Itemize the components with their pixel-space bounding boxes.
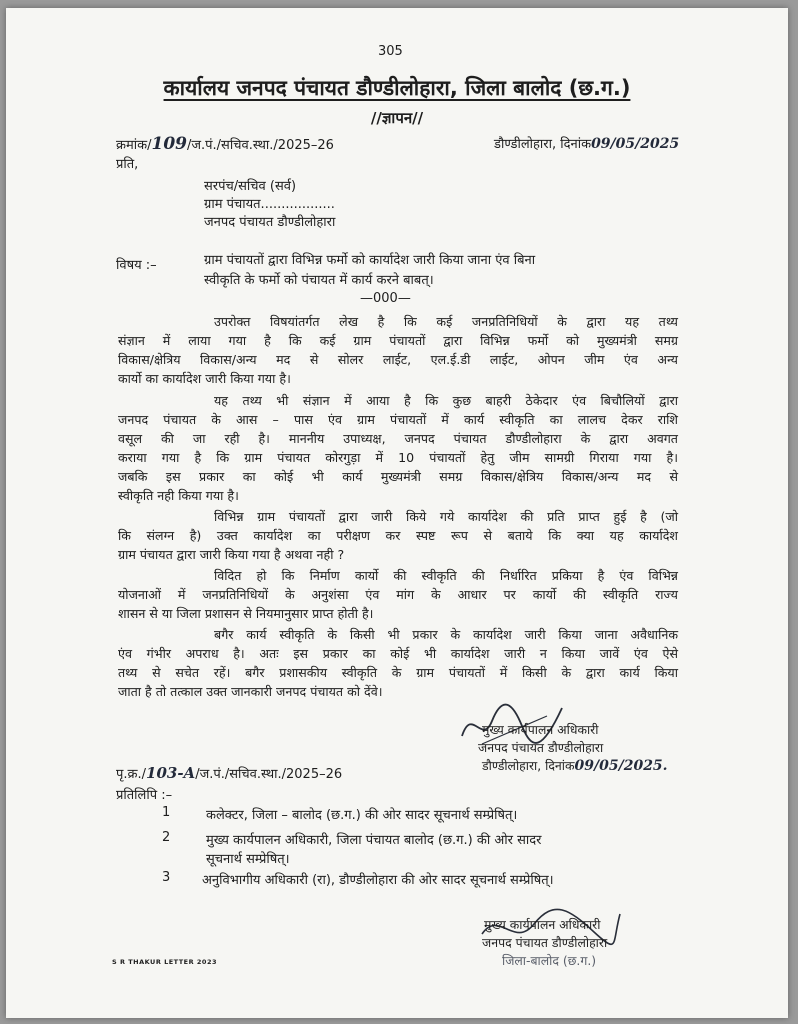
body-line: जबकि इस प्रकार का कोई भी कार्य मुख्यमंत्री समग्र विकास/क्षेत्रिय विकास/अन्य मद से xyxy=(118,469,678,484)
to-line-1: सरपंच/सचिव (सर्व) xyxy=(204,179,297,194)
copy-item-line: मुख्य कार्यपालन अधिकारी, जिला पंचायत बालोद (छ.ग.) की ओर सादर xyxy=(206,833,542,848)
body-line: विकास/क्षेत्रिय विकास/अन्य मद से सोलर लाईट, एल.ई.डी लाईट, ओपन जीम एंव अन्य xyxy=(118,352,678,367)
subject-line-2: स्वीकृति के फर्मो को पंचायत में कार्य करने बाबत्। xyxy=(204,273,434,288)
subject-line-1: ग्राम पंचायतों द्वारा विभिन्न फर्मो को कार्यादेश जारी किया जाना एंव बिना xyxy=(204,253,536,268)
endorsement-number-handwritten: 103-A xyxy=(146,764,196,782)
body-line: जनपद पंचायत के आस – पास एंव ग्राम पंचायतों में कार्य स्वीकृति का लालच देकर राशि xyxy=(118,412,678,427)
body-line: एंव गंभीर अपराध है। अतः इस प्रकार का कोई भी कार्यादेश जारी न किया जावें एंव ऐसे xyxy=(118,646,678,661)
place-date xyxy=(494,134,679,152)
to-line-3: जनपद पंचायत डौण्डीलोहारा xyxy=(204,215,336,230)
copy-item-number: 2 xyxy=(162,830,171,845)
endorsement-suffix: /ज.पं./सचिव.स्था./2025–26 xyxy=(195,767,343,782)
ref-prefix: क्रमांक/ xyxy=(116,138,152,153)
to-line-2: ग्राम पंचायत.................. xyxy=(204,197,335,212)
footer-imprint: S R THAKUR LETTER 2023 xyxy=(112,958,217,966)
copy-item-number: 3 xyxy=(162,870,171,885)
body-line: शासन से या जिला प्रशासन से नियमानुसार प्राप्त होती है। xyxy=(118,606,374,621)
body-line: उपरोक्त विषयांतर्गत लेख है कि कई जनप्रतिनिधियों के द्वारा यह तथ्य xyxy=(214,314,678,329)
body-line: यह तथ्य भी संज्ञान में आया है कि कुछ बाहरी ठेकेदार एंव बिचौलियों द्वारा xyxy=(214,393,678,408)
signature1-line-2: जनपद पंचायत डौण्डीलोहारा xyxy=(478,740,604,755)
body-line: जाता है तो तत्काल उक्त जानकारी जनपद पंचायत को देंवे। xyxy=(118,684,383,699)
memo-heading: //ज्ञापन// xyxy=(370,109,424,127)
body-line: बगैर कार्य स्वीकृति के किसी भी प्रकार के कार्यादेश जारी किया जाना अवैधानिक xyxy=(214,627,678,642)
copy-item-line: सूचनार्थ सम्प्रेषित्। xyxy=(206,852,290,867)
body-line: कार्यो का कार्यादेश जारी किया गया है। xyxy=(118,371,291,386)
body-line: विभिन्न ग्राम पंचायतों द्वारा जारी किये गये कार्यादेश की प्रति प्राप्त हुई है (जो xyxy=(214,509,678,524)
body-line: ग्राम पंचायत द्वारा जारी किया गया है अथवा नही ? xyxy=(118,547,345,562)
copy-item-line: अनुविभागीय अधिकारी (रा), डौण्डीलोहारा की ओर सादर सूचनार्थ सम्प्रेषित्। xyxy=(202,873,554,888)
signature1-date-label: डौण्डीलोहारा, दिनांक xyxy=(482,758,575,773)
copy-label: प्रतिलिपि :– xyxy=(116,788,173,803)
body-line: कराया गया है कि ग्राम पंचायत कोरगुड़ा में 10 पंचायतों हेतु जीम सामग्री गिराया गया है। xyxy=(118,450,678,465)
body-line: विदित हो कि निर्माण कार्यो की स्वीकृति की निर्धारित प्रकिया है एंव विभिन्न xyxy=(214,568,678,583)
signature2-line-3: जिला-बालोद (छ.ग.) xyxy=(502,953,597,968)
body-line: तथ्य से सचेत रहें। बगैर प्रशासकीय स्वीकृति के ग्राम पंचायतों में किसी के द्वारा कार्य किया xyxy=(118,665,678,680)
letter-page xyxy=(6,8,788,1018)
signature1-line-1: मुख्य कार्यपालन अधिकारी xyxy=(482,722,599,737)
ref-suffix: /ज.पं./सचिव.स्था./2025–26 xyxy=(187,138,334,153)
copy-item-number: 1 xyxy=(162,805,171,820)
body-line: योजनाओं में जनप्रतिनिधियों के अनुशंसा एंव मांग के आधार पर कार्यो की स्वीकृति राज्य xyxy=(118,587,678,602)
to-label: प्रति, xyxy=(116,157,139,172)
page-number: 305 xyxy=(378,44,403,59)
office-heading: कार्यालय जनपद पंचायत डौण्डीलोहारा, जिला बालोद (छ.ग.) xyxy=(163,76,631,100)
reference-number xyxy=(116,134,334,154)
date-handwritten: 09/05/2025 xyxy=(591,136,680,152)
endorsement-reference xyxy=(116,764,342,782)
body-line: स्वीकृति नही किया गया है। xyxy=(118,488,239,503)
place-date-label: डौण्डीलोहारा, दिनांक xyxy=(494,137,592,152)
signature2-line-2: जनपद पंचायत डौण्डीलोहारा xyxy=(482,935,608,950)
signature1-date-handwritten: 09/05/2025. xyxy=(574,758,668,774)
body-line: कि संलग्न है) उक्त कार्यादेश का परीक्षण कर स्पष्ट रूप से बताये कि क्या यह कार्यादेश xyxy=(118,528,678,543)
body-line: संज्ञान में लाया गया है कि कई ग्राम पंचायतों द्वारा विभिन्न फर्मो को मुख्यमंत्री समग्र xyxy=(118,333,678,348)
signature1-place-date xyxy=(482,757,668,774)
ref-number-handwritten: 109 xyxy=(151,134,187,154)
copy-item-line: कलेक्टर, जिला – बालोद (छ.ग.) की ओर सादर सूचनार्थ सम्प्रेषित्। xyxy=(206,808,518,823)
body-line: वसूल की जा रही है। माननीय उपाध्यक्ष, जनपद पंचायत डौण्डीलोहारा के द्वारा अवगत xyxy=(118,431,678,446)
subject-label: विषय :– xyxy=(116,258,157,273)
signature2-line-1: मुख्य कार्यपालन अधिकारी xyxy=(484,917,601,932)
separator: —000— xyxy=(360,291,411,306)
endorsement-prefix: पृ.क्र./ xyxy=(116,767,147,782)
